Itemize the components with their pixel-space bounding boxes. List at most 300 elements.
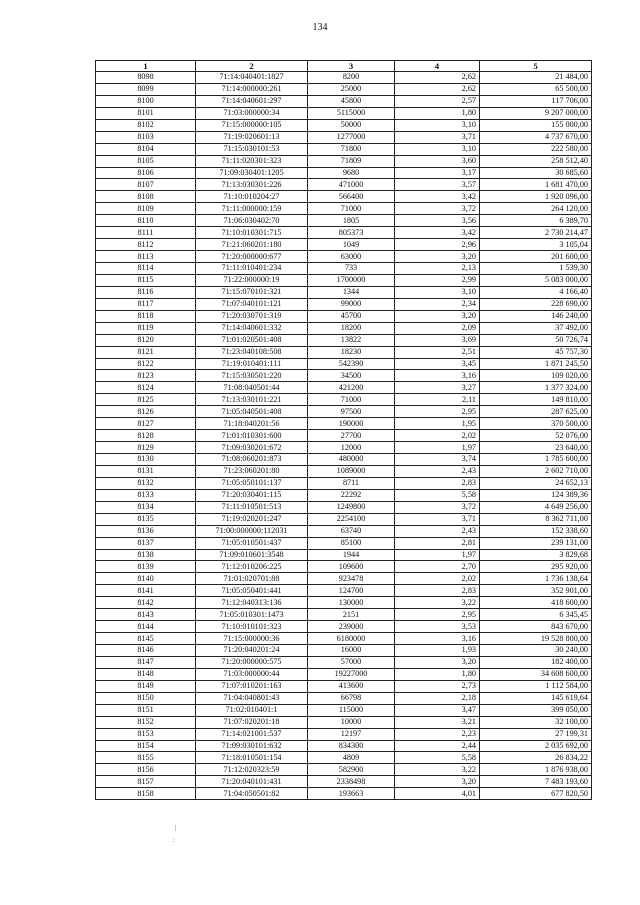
cadastral-number-cell: 71:11:000000:159 bbox=[196, 203, 308, 215]
value-cell: 117 706,00 bbox=[480, 95, 592, 107]
table-row bbox=[96, 645, 592, 657]
area-cell: 413600 bbox=[308, 680, 395, 692]
rate-cell: 1,97 bbox=[395, 549, 480, 561]
rate-cell: 3,20 bbox=[395, 310, 480, 322]
cadastral-number-cell: 71:11:010501:513 bbox=[196, 501, 308, 513]
cadastral-number-cell: 71:23:040108:508 bbox=[196, 346, 308, 358]
table-row bbox=[96, 394, 592, 406]
row-number-cell: 8099 bbox=[96, 83, 196, 95]
area-cell: 115000 bbox=[308, 704, 395, 716]
rate-cell: 2,51 bbox=[395, 346, 480, 358]
rate-cell: 3,10 bbox=[395, 119, 480, 131]
table-row bbox=[96, 382, 592, 394]
table-row bbox=[96, 597, 592, 609]
value-cell: 50 726,74 bbox=[480, 334, 592, 346]
row-number-cell: 8129 bbox=[96, 442, 196, 454]
area-cell: 9680 bbox=[308, 167, 395, 179]
row-number-cell: 8123 bbox=[96, 370, 196, 382]
cadastral-number-cell: 71:20:000000:677 bbox=[196, 251, 308, 263]
table-row bbox=[96, 215, 592, 227]
rate-cell: 2,44 bbox=[395, 740, 480, 752]
area-cell: 71000 bbox=[308, 394, 395, 406]
area-cell: 25000 bbox=[308, 83, 395, 95]
table-row bbox=[96, 322, 592, 334]
row-number-cell: 8116 bbox=[96, 286, 196, 298]
table-row bbox=[96, 406, 592, 418]
rate-cell: 5,58 bbox=[395, 752, 480, 764]
table-header bbox=[96, 61, 592, 72]
row-number-cell: 8138 bbox=[96, 549, 196, 561]
value-cell: 4 649 256,00 bbox=[480, 501, 592, 513]
row-number-cell: 8102 bbox=[96, 119, 196, 131]
cadastral-number-cell: 71:19:020601:13 bbox=[196, 131, 308, 143]
row-number-cell: 8105 bbox=[96, 155, 196, 167]
value-cell: 19 528 800,00 bbox=[480, 633, 592, 645]
table-row bbox=[96, 239, 592, 251]
cadastral-number-cell: 71:08:040501:44 bbox=[196, 382, 308, 394]
area-cell: 22292 bbox=[308, 489, 395, 501]
value-cell: 34 608 600,00 bbox=[480, 668, 592, 680]
row-number-cell: 8119 bbox=[96, 322, 196, 334]
value-cell: 370 500,00 bbox=[480, 418, 592, 430]
table-row bbox=[96, 776, 592, 788]
cadastral-number-cell: 71:22:000000:19 bbox=[196, 274, 308, 286]
table-row bbox=[96, 752, 592, 764]
rate-cell: 2,83 bbox=[395, 477, 480, 489]
rate-cell: 3,69 bbox=[395, 334, 480, 346]
row-number-cell: 8151 bbox=[96, 704, 196, 716]
row-number-cell: 8139 bbox=[96, 561, 196, 573]
scan-mark: | bbox=[175, 824, 177, 832]
table-row bbox=[96, 131, 592, 143]
table-row bbox=[96, 561, 592, 573]
value-cell: 258 512,40 bbox=[480, 155, 592, 167]
table-row bbox=[96, 716, 592, 728]
table-row bbox=[96, 155, 592, 167]
table-row bbox=[96, 263, 592, 275]
value-cell: 1 876 938,00 bbox=[480, 764, 592, 776]
rate-cell: 2,57 bbox=[395, 95, 480, 107]
value-cell: 1 377 324,00 bbox=[480, 382, 592, 394]
area-cell: 6180000 bbox=[308, 633, 395, 645]
rate-cell: 3,57 bbox=[395, 179, 480, 191]
row-number-cell: 8144 bbox=[96, 621, 196, 633]
column-header-3: 3 bbox=[308, 61, 395, 72]
row-number-cell: 8141 bbox=[96, 585, 196, 597]
table-row bbox=[96, 788, 592, 800]
area-cell: 805373 bbox=[308, 227, 395, 239]
table-row bbox=[96, 680, 592, 692]
table-row bbox=[96, 525, 592, 537]
value-cell: 264 120,00 bbox=[480, 203, 592, 215]
cadastral-number-cell: 71:05:050401:441 bbox=[196, 585, 308, 597]
row-number-cell: 8098 bbox=[96, 72, 196, 84]
row-number-cell: 8121 bbox=[96, 346, 196, 358]
area-cell: 2338498 bbox=[308, 776, 395, 788]
rate-cell: 1,93 bbox=[395, 645, 480, 657]
rate-cell: 3,16 bbox=[395, 370, 480, 382]
table-row bbox=[96, 179, 592, 191]
area-cell: 18230 bbox=[308, 346, 395, 358]
cadastral-number-cell: 71:20:030701:319 bbox=[196, 310, 308, 322]
area-cell: 19227000 bbox=[308, 668, 395, 680]
column-header-4: 4 bbox=[395, 61, 480, 72]
rate-cell: 3,71 bbox=[395, 131, 480, 143]
rate-cell: 3,10 bbox=[395, 286, 480, 298]
value-cell: 4 737 670,00 bbox=[480, 131, 592, 143]
cadastral-number-cell: 71:12:040313:136 bbox=[196, 597, 308, 609]
table-body bbox=[96, 72, 592, 800]
value-cell: 677 820,50 bbox=[480, 788, 592, 800]
column-header-2: 2 bbox=[196, 61, 308, 72]
rate-cell: 2,96 bbox=[395, 239, 480, 251]
rate-cell: 2,09 bbox=[395, 322, 480, 334]
value-cell: 5 083 000,00 bbox=[480, 274, 592, 286]
cadastral-number-cell: 71:12:010206:225 bbox=[196, 561, 308, 573]
area-cell: 66798 bbox=[308, 692, 395, 704]
cadastral-number-cell: 71:05:010301:1473 bbox=[196, 609, 308, 621]
header-row bbox=[96, 61, 592, 72]
cadastral-number-cell: 71:10:010101:323 bbox=[196, 621, 308, 633]
rate-cell: 2,02 bbox=[395, 573, 480, 585]
row-number-cell: 8135 bbox=[96, 513, 196, 525]
row-number-cell: 8120 bbox=[96, 334, 196, 346]
value-cell: 201 600,00 bbox=[480, 251, 592, 263]
row-number-cell: 8134 bbox=[96, 501, 196, 513]
table-row bbox=[96, 346, 592, 358]
row-number-cell: 8150 bbox=[96, 692, 196, 704]
row-number-cell: 8118 bbox=[96, 310, 196, 322]
area-cell: 8200 bbox=[308, 72, 395, 84]
table-row bbox=[96, 203, 592, 215]
row-number-cell: 8111 bbox=[96, 227, 196, 239]
rate-cell: 2,99 bbox=[395, 274, 480, 286]
value-cell: 145 619,64 bbox=[480, 692, 592, 704]
value-cell: 228 690,00 bbox=[480, 298, 592, 310]
rate-cell: 3,27 bbox=[395, 382, 480, 394]
cadastral-number-cell: 71:20:040101:431 bbox=[196, 776, 308, 788]
cadastral-number-cell: 71:10:010204:27 bbox=[196, 191, 308, 203]
value-cell: 52 076,00 bbox=[480, 430, 592, 442]
cadastral-number-cell: 71:01:010301:600 bbox=[196, 430, 308, 442]
rate-cell: 2,95 bbox=[395, 609, 480, 621]
row-number-cell: 8149 bbox=[96, 680, 196, 692]
value-cell: 295 920,00 bbox=[480, 561, 592, 573]
cadastral-number-cell: 71:03:000000:34 bbox=[196, 107, 308, 119]
table-row bbox=[96, 656, 592, 668]
value-cell: 1 920 096,00 bbox=[480, 191, 592, 203]
table-row bbox=[96, 465, 592, 477]
rate-cell: 5,58 bbox=[395, 489, 480, 501]
rate-cell: 2,62 bbox=[395, 83, 480, 95]
table-row bbox=[96, 334, 592, 346]
value-cell: 399 050,00 bbox=[480, 704, 592, 716]
cadastral-number-cell: 71:11:010401:234 bbox=[196, 263, 308, 275]
cadastral-number-cell: 71:15:000000:36 bbox=[196, 633, 308, 645]
area-cell: 239000 bbox=[308, 621, 395, 633]
table-row bbox=[96, 167, 592, 179]
rate-cell: 3,56 bbox=[395, 215, 480, 227]
rate-cell: 1,80 bbox=[395, 668, 480, 680]
table-row bbox=[96, 83, 592, 95]
column-header-1: 1 bbox=[96, 61, 196, 72]
table-row bbox=[96, 430, 592, 442]
row-number-cell: 8108 bbox=[96, 191, 196, 203]
area-cell: 1944 bbox=[308, 549, 395, 561]
row-number-cell: 8153 bbox=[96, 728, 196, 740]
table-row bbox=[96, 95, 592, 107]
value-cell: 45 757,30 bbox=[480, 346, 592, 358]
value-cell: 6 345,45 bbox=[480, 609, 592, 621]
table-row bbox=[96, 418, 592, 430]
value-cell: 152 338,60 bbox=[480, 525, 592, 537]
cadastral-number-cell: 71:20:040201:24 bbox=[196, 645, 308, 657]
cadastral-number-cell: 71:14:021001:537 bbox=[196, 728, 308, 740]
row-number-cell: 8130 bbox=[96, 454, 196, 466]
value-cell: 1 539,30 bbox=[480, 263, 592, 275]
value-cell: 30 240,00 bbox=[480, 645, 592, 657]
cadastral-number-cell: 71:07:020201:18 bbox=[196, 716, 308, 728]
area-cell: 45700 bbox=[308, 310, 395, 322]
row-number-cell: 8157 bbox=[96, 776, 196, 788]
row-number-cell: 8137 bbox=[96, 537, 196, 549]
area-cell: 63740 bbox=[308, 525, 395, 537]
value-cell: 146 240,00 bbox=[480, 310, 592, 322]
row-number-cell: 8100 bbox=[96, 95, 196, 107]
rate-cell: 3,20 bbox=[395, 776, 480, 788]
table-row bbox=[96, 227, 592, 239]
value-cell: 239 131,00 bbox=[480, 537, 592, 549]
table-row bbox=[96, 454, 592, 466]
value-cell: 149 810,00 bbox=[480, 394, 592, 406]
scan-mark: : bbox=[173, 836, 175, 844]
table-row bbox=[96, 251, 592, 263]
table-row bbox=[96, 477, 592, 489]
cadastral-number-cell: 71:19:020201:247 bbox=[196, 513, 308, 525]
area-cell: 190000 bbox=[308, 418, 395, 430]
area-cell: 2151 bbox=[308, 609, 395, 621]
rate-cell: 2,43 bbox=[395, 525, 480, 537]
row-number-cell: 8115 bbox=[96, 274, 196, 286]
row-number-cell: 8145 bbox=[96, 633, 196, 645]
area-cell: 85100 bbox=[308, 537, 395, 549]
table-row bbox=[96, 549, 592, 561]
area-cell: 480000 bbox=[308, 454, 395, 466]
rate-cell: 3,45 bbox=[395, 358, 480, 370]
rate-cell: 3,10 bbox=[395, 143, 480, 155]
value-cell: 65 500,00 bbox=[480, 83, 592, 95]
row-number-cell: 8132 bbox=[96, 477, 196, 489]
row-number-cell: 8140 bbox=[96, 573, 196, 585]
table-row bbox=[96, 740, 592, 752]
area-cell: 34500 bbox=[308, 370, 395, 382]
row-number-cell: 8128 bbox=[96, 430, 196, 442]
area-cell: 97500 bbox=[308, 406, 395, 418]
rate-cell: 3,47 bbox=[395, 704, 480, 716]
row-number-cell: 8101 bbox=[96, 107, 196, 119]
value-cell: 6 389,70 bbox=[480, 215, 592, 227]
cadastral-number-cell: 71:14:040401:1827 bbox=[196, 72, 308, 84]
rate-cell: 3,53 bbox=[395, 621, 480, 633]
area-cell: 193663 bbox=[308, 788, 395, 800]
rate-cell: 3,22 bbox=[395, 597, 480, 609]
area-cell: 834300 bbox=[308, 740, 395, 752]
rate-cell: 2,62 bbox=[395, 72, 480, 84]
row-number-cell: 8156 bbox=[96, 764, 196, 776]
rate-cell: 3,17 bbox=[395, 167, 480, 179]
table-row bbox=[96, 370, 592, 382]
cadastral-number-cell: 71:13:030101:221 bbox=[196, 394, 308, 406]
area-cell: 733 bbox=[308, 263, 395, 275]
area-cell: 109600 bbox=[308, 561, 395, 573]
rate-cell: 3,72 bbox=[395, 501, 480, 513]
row-number-cell: 8112 bbox=[96, 239, 196, 251]
value-cell: 21 484,00 bbox=[480, 72, 592, 84]
area-cell: 4809 bbox=[308, 752, 395, 764]
cadastral-number-cell: 71:14:040601:297 bbox=[196, 95, 308, 107]
table-row bbox=[96, 286, 592, 298]
cadastral-number-cell: 71:04:040801:43 bbox=[196, 692, 308, 704]
table-row bbox=[96, 274, 592, 286]
rate-cell: 2,81 bbox=[395, 537, 480, 549]
cadastral-number-cell: 71:01:020701:88 bbox=[196, 573, 308, 585]
row-number-cell: 8104 bbox=[96, 143, 196, 155]
value-cell: 1 112 584,00 bbox=[480, 680, 592, 692]
cadastral-number-cell: 71:04:050501:82 bbox=[196, 788, 308, 800]
area-cell: 13822 bbox=[308, 334, 395, 346]
area-cell: 50000 bbox=[308, 119, 395, 131]
cadastral-number-cell: 71:15:030501:220 bbox=[196, 370, 308, 382]
row-number-cell: 8147 bbox=[96, 656, 196, 668]
value-cell: 2 035 692,00 bbox=[480, 740, 592, 752]
value-cell: 32 100,00 bbox=[480, 716, 592, 728]
cadastral-number-cell: 71:20:030401:115 bbox=[196, 489, 308, 501]
value-cell: 2 730 214,47 bbox=[480, 227, 592, 239]
area-cell: 63000 bbox=[308, 251, 395, 263]
row-number-cell: 8103 bbox=[96, 131, 196, 143]
rate-cell: 2,23 bbox=[395, 728, 480, 740]
area-cell: 10000 bbox=[308, 716, 395, 728]
area-cell: 71000 bbox=[308, 203, 395, 215]
table-row bbox=[96, 489, 592, 501]
area-cell: 566400 bbox=[308, 191, 395, 203]
value-cell: 1 871 245,50 bbox=[480, 358, 592, 370]
area-cell: 12000 bbox=[308, 442, 395, 454]
cadastral-number-cell: 71:09:010601:3548 bbox=[196, 549, 308, 561]
cadastral-value-table bbox=[95, 60, 592, 800]
cadastral-number-cell: 71:14:000000:261 bbox=[196, 83, 308, 95]
area-cell: 12197 bbox=[308, 728, 395, 740]
row-number-cell: 8107 bbox=[96, 179, 196, 191]
cadastral-number-cell: 71:15:030101:53 bbox=[196, 143, 308, 155]
area-cell: 2254100 bbox=[308, 513, 395, 525]
rate-cell: 3,20 bbox=[395, 656, 480, 668]
rate-cell: 2,13 bbox=[395, 263, 480, 275]
row-number-cell: 8126 bbox=[96, 406, 196, 418]
row-number-cell: 8117 bbox=[96, 298, 196, 310]
area-cell: 923478 bbox=[308, 573, 395, 585]
rate-cell: 2,95 bbox=[395, 406, 480, 418]
area-cell: 57000 bbox=[308, 656, 395, 668]
rate-cell: 1,80 bbox=[395, 107, 480, 119]
cadastral-number-cell: 71:07:040101:121 bbox=[196, 298, 308, 310]
table-row bbox=[96, 501, 592, 513]
table-row bbox=[96, 609, 592, 621]
cadastral-number-cell: 71:20:000000:575 bbox=[196, 656, 308, 668]
table-row bbox=[96, 585, 592, 597]
area-cell: 27700 bbox=[308, 430, 395, 442]
cadastral-number-cell: 71:10:010301:715 bbox=[196, 227, 308, 239]
value-cell: 124 389,36 bbox=[480, 489, 592, 501]
value-cell: 37 492,00 bbox=[480, 322, 592, 334]
area-cell: 1805 bbox=[308, 215, 395, 227]
row-number-cell: 8109 bbox=[96, 203, 196, 215]
area-cell: 71800 bbox=[308, 143, 395, 155]
cadastral-number-cell: 71:05:010501:437 bbox=[196, 537, 308, 549]
row-number-cell: 8127 bbox=[96, 418, 196, 430]
cadastral-number-cell: 71:06:030402:70 bbox=[196, 215, 308, 227]
table-row bbox=[96, 704, 592, 716]
cadastral-number-cell: 71:12:020323:59 bbox=[196, 764, 308, 776]
value-cell: 27 199,31 bbox=[480, 728, 592, 740]
rate-cell: 1,95 bbox=[395, 418, 480, 430]
cadastral-number-cell: 71:14:040601:332 bbox=[196, 322, 308, 334]
area-cell: 1089000 bbox=[308, 465, 395, 477]
rate-cell: 2,34 bbox=[395, 298, 480, 310]
cadastral-number-cell: 71:01:020501:408 bbox=[196, 334, 308, 346]
rate-cell: 3,20 bbox=[395, 251, 480, 263]
cadastral-number-cell: 71:11:020301:323 bbox=[196, 155, 308, 167]
table-row bbox=[96, 513, 592, 525]
cadastral-number-cell: 71:07:010201:163 bbox=[196, 680, 308, 692]
cadastral-number-cell: 71:02:010401:1 bbox=[196, 704, 308, 716]
rate-cell: 4,01 bbox=[395, 788, 480, 800]
cadastral-number-cell: 71:23:060201:80 bbox=[196, 465, 308, 477]
value-cell: 287 625,00 bbox=[480, 406, 592, 418]
cadastral-number-cell: 71:09:030101:632 bbox=[196, 740, 308, 752]
table-row bbox=[96, 119, 592, 131]
cadastral-number-cell: 71:00:000000:112031 bbox=[196, 525, 308, 537]
area-cell: 8711 bbox=[308, 477, 395, 489]
row-number-cell: 8131 bbox=[96, 465, 196, 477]
value-cell: 1 681 470,00 bbox=[480, 179, 592, 191]
area-cell: 124700 bbox=[308, 585, 395, 597]
value-cell: 352 901,00 bbox=[480, 585, 592, 597]
table-row bbox=[96, 310, 592, 322]
rate-cell: 3,60 bbox=[395, 155, 480, 167]
table-row bbox=[96, 537, 592, 549]
row-number-cell: 8154 bbox=[96, 740, 196, 752]
area-cell: 16000 bbox=[308, 645, 395, 657]
area-cell: 1344 bbox=[308, 286, 395, 298]
value-cell: 3 829,68 bbox=[480, 549, 592, 561]
rate-cell: 2,18 bbox=[395, 692, 480, 704]
area-cell: 1249800 bbox=[308, 501, 395, 513]
row-number-cell: 8158 bbox=[96, 788, 196, 800]
row-number-cell: 8114 bbox=[96, 263, 196, 275]
table-row bbox=[96, 728, 592, 740]
table-row bbox=[96, 621, 592, 633]
row-number-cell: 8142 bbox=[96, 597, 196, 609]
row-number-cell: 8136 bbox=[96, 525, 196, 537]
value-cell: 7 483 193,60 bbox=[480, 776, 592, 788]
area-cell: 5115000 bbox=[308, 107, 395, 119]
cadastral-number-cell: 71:05:040501:408 bbox=[196, 406, 308, 418]
column-header-5: 5 bbox=[480, 61, 592, 72]
row-number-cell: 8155 bbox=[96, 752, 196, 764]
row-number-cell: 8122 bbox=[96, 358, 196, 370]
table-row bbox=[96, 442, 592, 454]
